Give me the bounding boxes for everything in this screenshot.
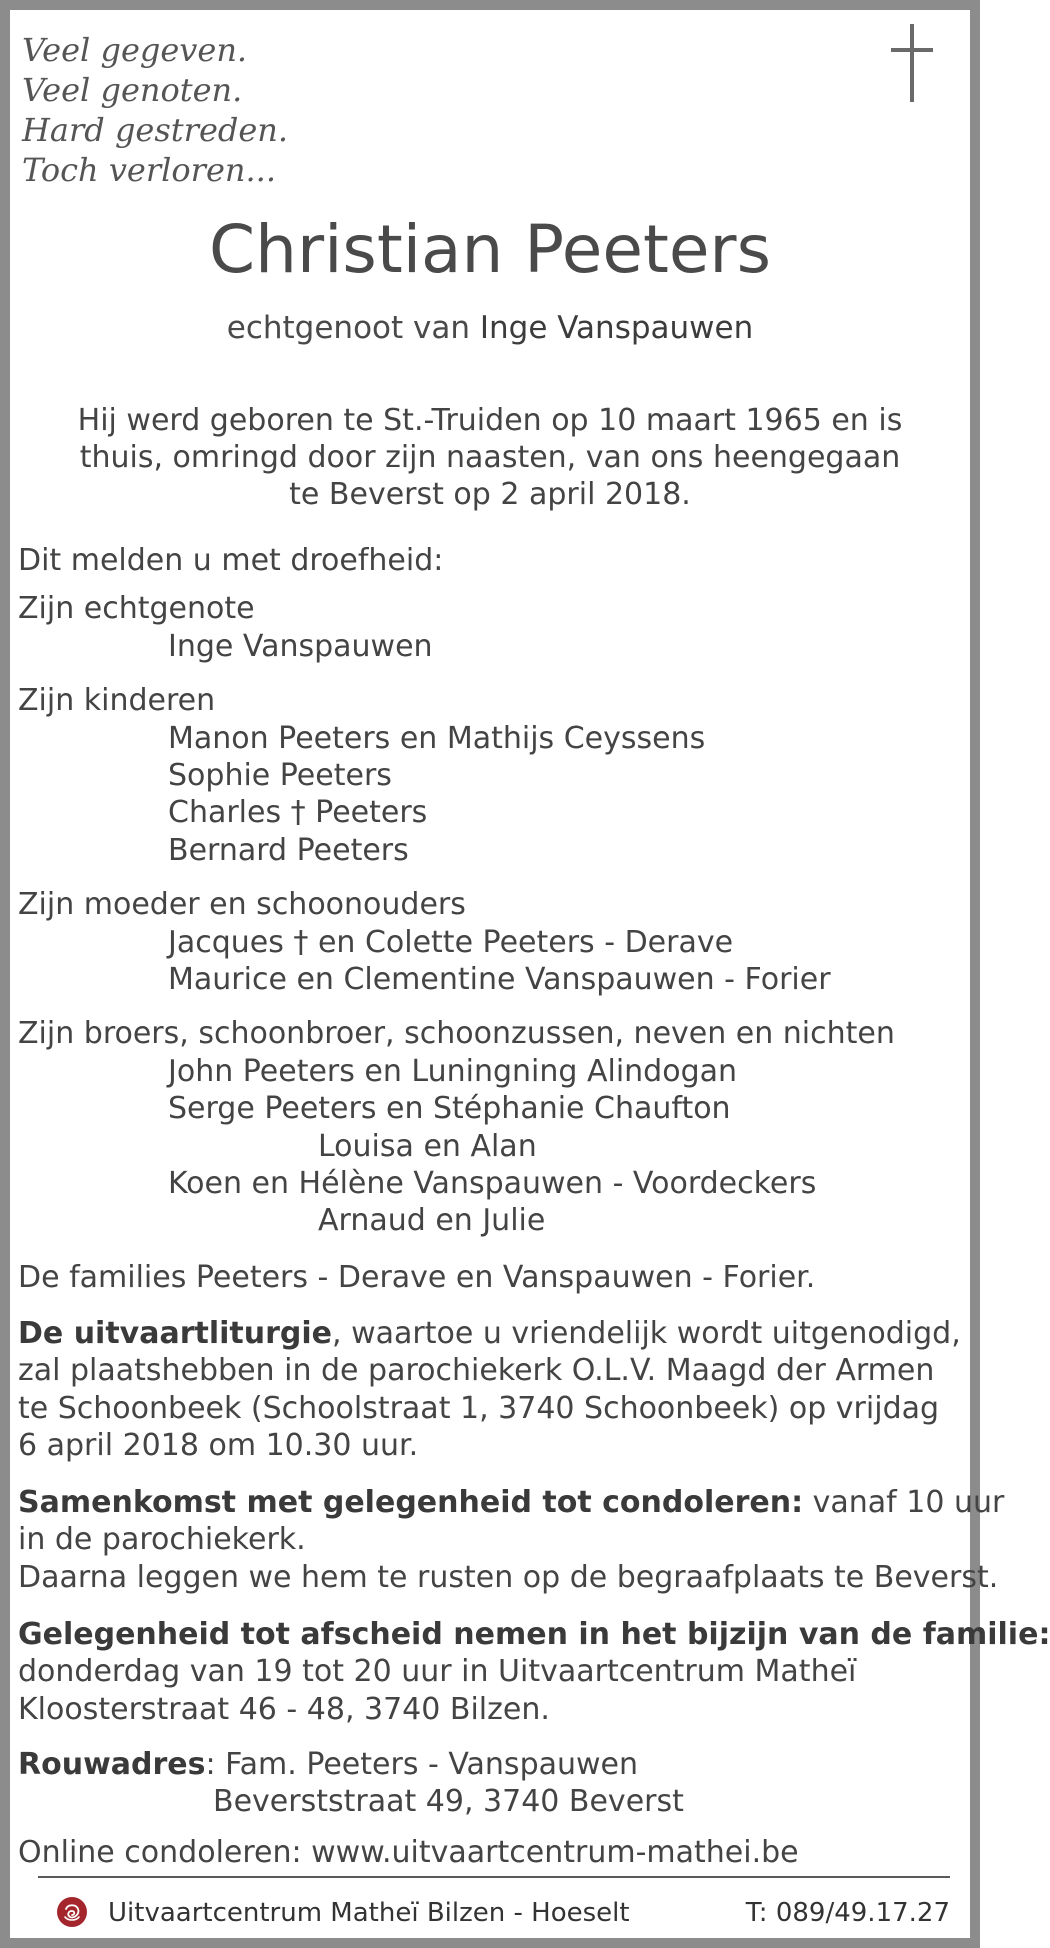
child-name: Sophie Peeters: [168, 758, 392, 793]
poem-line: Veel genoten.: [22, 71, 243, 109]
funeral-home-name: Uitvaartcentrum Matheï Bilzen - Hoeselt: [108, 1898, 630, 1928]
parent-name: Maurice en Clementine Vanspauwen - Forier: [168, 962, 831, 997]
liturgy-text: , waartoe u vriendelijk wordt uitgenodigd,: [332, 1316, 961, 1351]
families-line: De families Peeters - Derave en Vanspauwen - Forier.: [18, 1260, 816, 1295]
address-label: Rouwadres: [18, 1747, 206, 1782]
child-name: Manon Peeters en Mathijs Ceyssens: [168, 721, 706, 756]
spouse-line: [10, 308, 970, 348]
children-heading: Zijn kinderen: [18, 683, 216, 718]
poem-line: Veel gegeven.: [22, 31, 248, 69]
wife-name: Inge Vanspauwen: [168, 629, 433, 664]
siblings-heading: Zijn broers, schoonbroer, schoonzussen, neven en nichten: [18, 1016, 895, 1051]
poem-line: Toch verloren...: [22, 151, 276, 189]
wife-heading: Zijn echtgenote: [18, 591, 255, 626]
gathering-line: Daarna leggen we hem te rusten op de begraafplaats te Beverst.: [18, 1560, 999, 1595]
liturgy-line: zal plaatshebben in de parochiekerk O.L.V. Maagd der Armen: [18, 1353, 935, 1388]
liturgy-line: te Schoonbeek (Schoolstraat 1, 3740 Schoonbeek) op vrijdag: [18, 1391, 940, 1426]
address-line: Beverststraat 49, 3740 Beverst: [213, 1784, 684, 1819]
birth-death-intro: [50, 402, 930, 513]
farewell-line: Kloosterstraat 46 - 48, 3740 Bilzen.: [18, 1692, 550, 1727]
intro-line: te Beverst op 2 april 2018.: [289, 477, 691, 512]
poem-line: Hard gestreden.: [22, 111, 289, 149]
liturgy-line: [18, 1315, 961, 1352]
child-name: Bernard Peeters: [168, 833, 409, 868]
liturgy-label: De uitvaartliturgie: [18, 1316, 333, 1351]
announcement: Dit melden u met droefheid:: [18, 543, 444, 578]
address-line: [18, 1746, 638, 1783]
parents-heading: Zijn moeder en schoonouders: [18, 887, 466, 922]
parent-name: Jacques † en Colette Peeters - Derave: [168, 925, 734, 960]
spouse-name: Inge Vanspauwen: [479, 310, 754, 346]
rose-logo-icon: [56, 1896, 88, 1928]
gathering-line: in de parochiekerk.: [18, 1522, 306, 1557]
child-name: Charles † Peeters: [168, 795, 428, 830]
gathering-line: [18, 1484, 1004, 1521]
farewell-line: [18, 1616, 1050, 1653]
intro-line: thuis, omringd door zijn naasten, van ons heengegaan: [79, 440, 901, 475]
footer-divider: [38, 1876, 950, 1878]
online-condolences: Online condoleren: www.uitvaartcentrum-mathei.be: [18, 1835, 799, 1870]
sibling-name: John Peeters en Luningning Alindogan: [168, 1054, 738, 1089]
poem: [22, 30, 288, 190]
sibling-children: Louisa en Alan: [318, 1129, 537, 1164]
sibling-children: Arnaud en Julie: [318, 1203, 546, 1238]
sibling-name: Serge Peeters en Stéphanie Chaufton: [168, 1091, 731, 1126]
cross-icon: [891, 24, 933, 102]
liturgy-line: 6 april 2018 om 10.30 uur.: [18, 1428, 419, 1463]
gathering-text: vanaf 10 uur: [803, 1485, 1005, 1520]
address-text: : Fam. Peeters - Vanspauwen: [205, 1747, 639, 1782]
gathering-label: Samenkomst met gelegenheid tot condoleren:: [18, 1485, 804, 1520]
sibling-name: Koen en Hélène Vanspauwen - Voordeckers: [168, 1166, 817, 1201]
intro-line: Hij werd geboren te St.-Truiden op 10 maart 1965 en is: [77, 403, 903, 438]
farewell-label: Gelegenheid tot afscheid nemen in het bijzijn van de familie:: [18, 1617, 1050, 1652]
spouse-prefix: echtgenoot van: [226, 310, 470, 346]
farewell-line: donderdag van 19 tot 20 uur in Uitvaartcentrum Matheï: [18, 1654, 857, 1689]
funeral-home-phone: T: 089/49.17.27: [745, 1898, 950, 1928]
deceased-name: Christian Peeters: [209, 211, 771, 288]
